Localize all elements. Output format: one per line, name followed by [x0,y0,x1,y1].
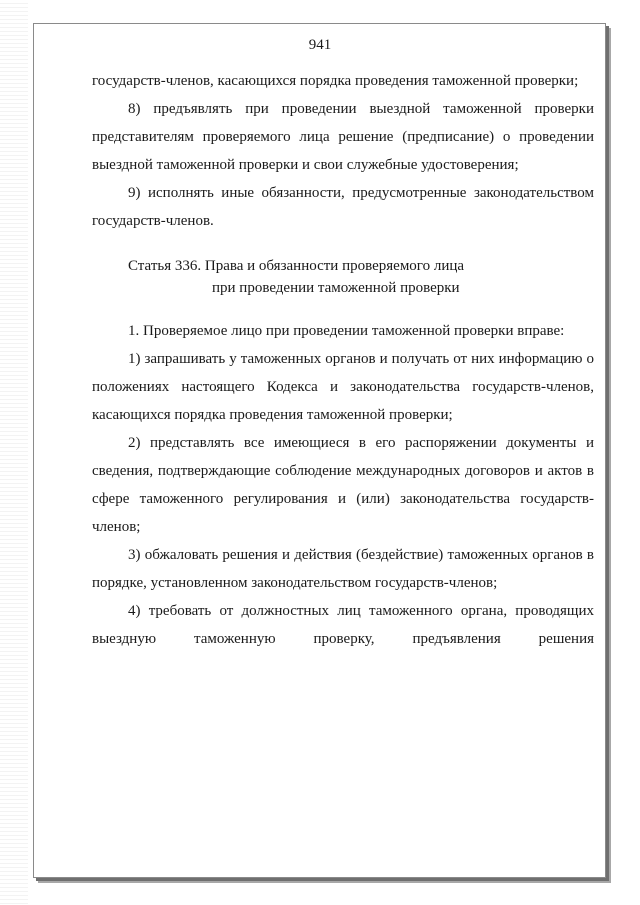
page-number: 941 [308,37,332,53]
paragraph-item-9: 9) исполнять иные обязанности, предусмотренные законодательством государств-членов. [92,185,594,229]
paragraph-subitem-2: 2) представлять все имеющиеся в его распоряжении документы и сведения, подтверждающие соблюдение международных договоров и актов в сфере таможенного регулирования и (или) законодательства государств-членов; [92,435,594,535]
scan-margin-stripe [0,0,28,905]
paragraph-clause-1: 1. Проверяемое лицо при проведении таможенной проверки вправе: [128,323,565,339]
paragraph-continued: государств-членов, касающихся порядка проведения таможенной проверки; [92,73,579,89]
article-heading [92,255,594,299]
article-title-line2: при проведении таможенной проверки [212,280,460,296]
paragraph-subitem-4: 4) требовать от должностных лиц таможенного органа, проводящих выездную таможенную проверку, предъявления решения [92,603,594,647]
paragraph-subitem-3: 3) обжаловать решения и действия (бездействие) таможенных органов в порядке, установленном законодательством государств-членов; [92,547,594,591]
article-title-line1: Статья 336. Права и обязанности проверяемого лица [128,258,465,274]
paragraph-item-8: 8) предъявлять при проведении выездной таможенной проверки представителям проверяемого лица решение (предписание) о проведении выездной таможенной проверки и свои служебные удостоверения; [92,101,594,173]
document-body [92,67,594,653]
paragraph-subitem-1: 1) запрашивать у таможенных органов и получать от них информацию о положениях настоящего Кодекса и законодательства государств-членов, касающихся порядка проведения таможенной проверки; [92,351,594,423]
